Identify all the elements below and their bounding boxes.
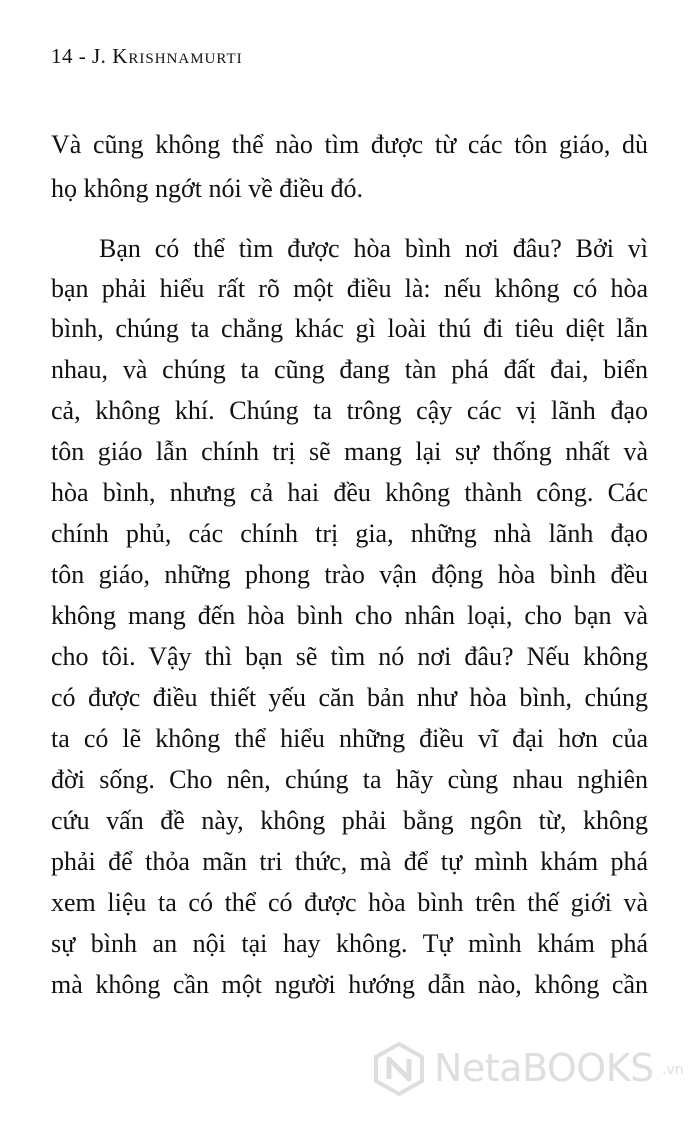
neta-logo-icon xyxy=(372,1042,426,1096)
text-line: phải để thỏa mãn tri thức, mà để tự mình khám phá xyxy=(51,847,648,876)
text-line: đời sống. Cho nên, chúng ta hãy cùng nhau nghiên xyxy=(51,765,648,794)
text-line: xem liệu ta có thể có được hòa bình trên thế giới và xyxy=(51,888,648,917)
watermark xyxy=(372,1040,692,1100)
text-line: cứu vấn đề này, không phải bằng ngôn từ, không xyxy=(51,806,648,835)
header-separator: - xyxy=(73,44,92,68)
text-line: chính phủ, các chính trị gia, những nhà lãnh đạo xyxy=(51,519,648,548)
text-line: Bạn có thể tìm được hòa bình nơi đâu? Bởi vì xyxy=(99,234,648,263)
text-line: hòa bình, nhưng cả hai đều không thành công. Các xyxy=(51,478,648,507)
text-line: cả, không khí. Chúng ta trông cậy các vị lãnh đạo xyxy=(51,396,648,425)
watermark-suffix: .vn xyxy=(662,1062,684,1078)
text-line: bình, chúng ta chẳng khác gì loài thú đi tiêu diệt lẫn xyxy=(51,314,648,343)
text-line: nhau, và chúng ta cũng đang tàn phá đất đai, biển xyxy=(51,355,648,384)
author-name: Krishnamurti xyxy=(112,44,243,68)
text-line: bạn phải hiểu rất rõ một điều là: nếu không có hòa xyxy=(51,274,648,303)
running-head xyxy=(51,44,243,69)
page-number: 14 xyxy=(51,44,73,68)
text-line: không mang đến hòa bình cho nhân loại, cho bạn và xyxy=(51,601,648,630)
author-initial: J. xyxy=(92,44,113,68)
text-line: sự bình an nội tại hay không. Tự mình khám phá xyxy=(51,929,648,958)
text-line: mà không cần một người hướng dẫn nào, không cần xyxy=(51,970,648,999)
text-line: có được điều thiết yếu căn bản như hòa bình, chúng xyxy=(51,683,648,712)
text-line: cho tôi. Vậy thì bạn sẽ tìm nó nơi đâu? Nếu không xyxy=(51,642,648,671)
text-line: Và cũng không thể nào tìm được từ các tôn giáo, dù xyxy=(51,130,648,159)
text-line: tôn giáo lẫn chính trị sẽ mang lại sự thống nhất và xyxy=(51,437,648,466)
watermark-brand: NetaBOOKS xyxy=(434,1046,654,1090)
text-line: ta có lẽ không thể hiểu những điều vĩ đại hơn của xyxy=(51,724,648,753)
text-line: tôn giáo, những phong trào vận động hòa bình đều xyxy=(51,560,648,589)
text-line: họ không ngớt nói về điều đó. xyxy=(51,174,363,203)
